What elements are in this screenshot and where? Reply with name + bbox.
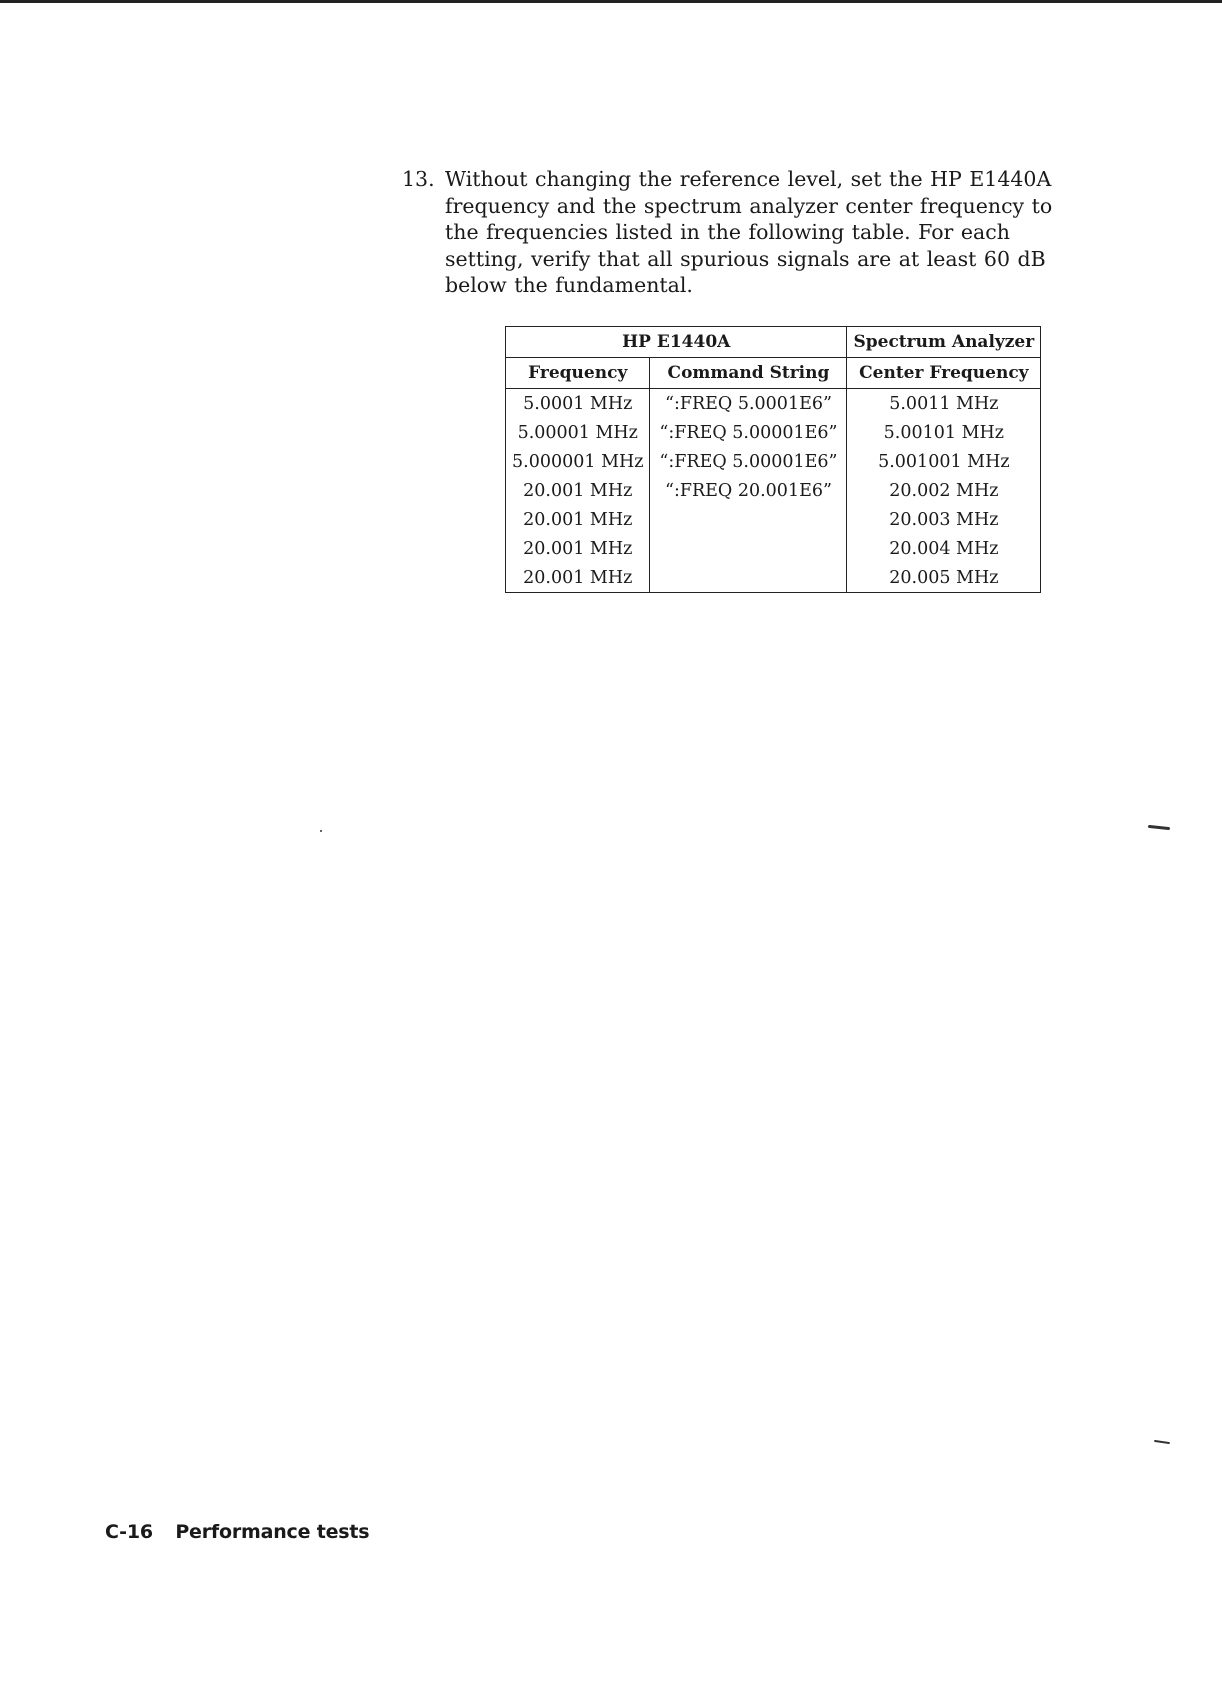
center-frequency-cell: 5.0011 MHz [847,389,1041,419]
frequency-cell: 5.00001 MHz [506,418,650,447]
step-text: Without changing the reference level, set the HP E1440A frequency and the spectrum analyzer center frequency to the frequencies listed in the following table. For each setting, verify that all spurious signals are at least 60 dB below the fundamental. [445,167,1053,297]
table-row [506,418,1041,447]
page-number: C-16 [105,1521,153,1543]
command-cell [650,534,847,563]
table-group-header-row [506,327,1041,358]
center-frequency-cell: 20.004 MHz [847,534,1041,563]
section-title: Performance tests [175,1521,370,1543]
center-frequency-cell: 5.001001 MHz [847,447,1041,476]
table-row [506,447,1041,476]
table-row [506,476,1041,505]
spectrum-analyzer-header: Spectrum Analyzer [847,327,1041,358]
command-string-column-header: Command String [650,358,847,389]
scan-mark [1148,825,1170,830]
step-number: 13. [402,167,435,191]
frequency-cell: 20.001 MHz [506,534,650,563]
page-footer [105,1521,369,1543]
scan-dot [320,830,322,832]
frequency-cell: 20.001 MHz [506,476,650,505]
table-row [506,389,1041,419]
scan-mark [1154,1440,1170,1444]
table-row [506,505,1041,534]
center-frequency-cell: 20.003 MHz [847,505,1041,534]
command-cell [650,563,847,593]
frequency-cell: 5.000001 MHz [506,447,650,476]
hp-e1440a-header: HP E1440A [506,327,847,358]
command-cell [650,505,847,534]
frequency-table [505,326,1041,593]
table-row [506,534,1041,563]
table-row [506,563,1041,593]
center-frequency-column-header: Center Frequency [847,358,1041,389]
frequency-column-header: Frequency [506,358,650,389]
center-frequency-cell: 20.005 MHz [847,563,1041,593]
frequency-cell: 20.001 MHz [506,563,650,593]
table-column-header-row [506,358,1041,389]
center-frequency-cell: 5.00101 MHz [847,418,1041,447]
top-rule [0,0,1222,3]
command-cell: “:FREQ 5.00001E6” [650,418,847,447]
command-cell: “:FREQ 5.0001E6” [650,389,847,419]
frequency-cell: 20.001 MHz [506,505,650,534]
command-cell: “:FREQ 5.00001E6” [650,447,847,476]
frequency-cell: 5.0001 MHz [506,389,650,419]
procedure-step [402,166,1062,299]
command-cell: “:FREQ 20.001E6” [650,476,847,505]
center-frequency-cell: 20.002 MHz [847,476,1041,505]
